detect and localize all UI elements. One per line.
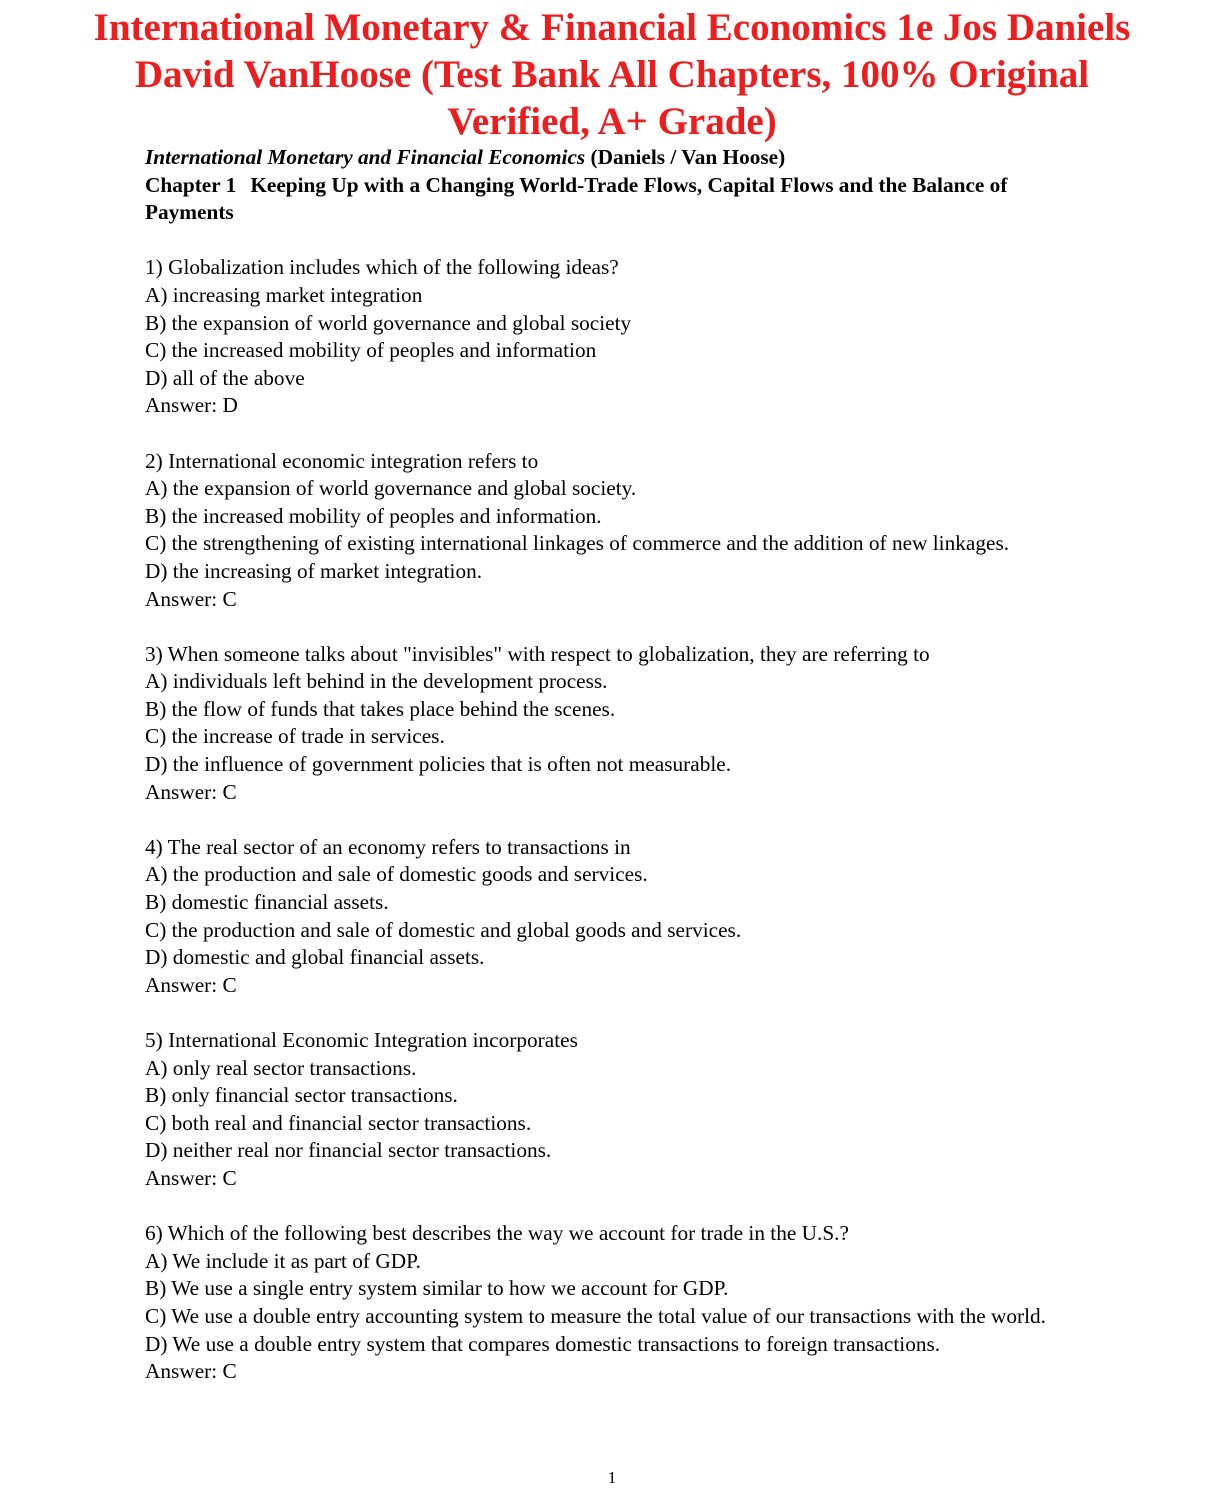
- option-a: A) the expansion of world governance and global society.: [145, 476, 637, 501]
- question-5: [145, 1027, 1075, 1193]
- answer: Answer: C: [145, 1165, 237, 1190]
- option-a: A) We include it as part of GDP.: [145, 1248, 421, 1273]
- option-d: D) the influence of government policies that is often not measurable.: [145, 752, 732, 777]
- option-c: C) the increased mobility of peoples and information: [145, 338, 597, 363]
- document-body: [145, 144, 1075, 1386]
- option-d: D) domestic and global financial assets.: [145, 945, 485, 970]
- question-stem: 3) When someone talks about "invisibles" with respect to globalization, they are referring to: [145, 641, 930, 666]
- page-number: 1: [607, 1468, 617, 1487]
- option-b: B) the increased mobility of peoples and information.: [145, 503, 602, 528]
- book-header: [145, 144, 1075, 172]
- answer: Answer: C: [145, 586, 237, 611]
- answer: Answer: D: [145, 393, 238, 418]
- chapter-number: Chapter 1: [145, 172, 237, 197]
- option-d: D) neither real nor financial sector transactions.: [145, 1138, 552, 1163]
- option-d: D) the increasing of market integration.: [145, 558, 483, 583]
- question-stem: 4) The real sector of an economy refers to transactions in: [145, 834, 631, 859]
- option-a: A) the production and sale of domestic goods and services.: [145, 862, 648, 887]
- chapter-title: Keeping Up with a Changing World-Trade Flows, Capital Flows and the Balance of Payments: [145, 172, 1008, 225]
- option-b: B) domestic financial assets.: [145, 890, 389, 915]
- option-c: C) both real and financial sector transactions.: [145, 1110, 532, 1135]
- question-6: [145, 1220, 1075, 1386]
- question-stem: 2) International economic integration refers to: [145, 448, 539, 473]
- option-c: C) the increase of trade in services.: [145, 724, 445, 749]
- option-b: B) only financial sector transactions.: [145, 1083, 458, 1108]
- option-a: A) only real sector transactions.: [145, 1055, 417, 1080]
- question-1: [145, 254, 1075, 420]
- option-a: A) increasing market integration: [145, 282, 423, 307]
- answer: Answer: C: [145, 972, 237, 997]
- question-4: [145, 834, 1075, 1000]
- answer: Answer: C: [145, 779, 237, 804]
- question-stem: 1) Globalization includes which of the following ideas?: [145, 255, 619, 280]
- book-authors: (Daniels / Van Hoose): [590, 145, 786, 169]
- option-a: A) individuals left behind in the development process.: [145, 669, 608, 694]
- chapter-heading: [145, 172, 1075, 227]
- question-2: [145, 448, 1075, 614]
- book-title: International Monetary and Financial Economics: [145, 145, 586, 169]
- answer: Answer: C: [145, 1359, 237, 1384]
- option-d: D) all of the above: [145, 365, 305, 390]
- question-stem: 5) International Economic Integration incorporates: [145, 1028, 578, 1052]
- option-b: B) the flow of funds that takes place behind the scenes.: [145, 696, 616, 721]
- option-b: B) the expansion of world governance and global society: [145, 310, 632, 335]
- option-b: B) We use a single entry system similar to how we account for GDP.: [145, 1276, 729, 1301]
- option-c: C) We use a double entry accounting system to measure the total value of our transactions with the world.: [145, 1303, 1046, 1328]
- option-c: C) the strengthening of existing international linkages of commerce and the addition of new linkages.: [145, 531, 1010, 556]
- document-banner-title: International Monetary & Financial Economics 1e Jos Daniels David VanHoose (Test Bank All Chapters, 100% Original Verified, A+ Grade): [93, 6, 1131, 143]
- option-d: D) We use a double entry system that compares domestic transactions to foreign transactions.: [145, 1331, 941, 1356]
- question-stem: 6) Which of the following best describes the way we account for trade in the U.S.?: [145, 1221, 849, 1246]
- option-c: C) the production and sale of domestic and global goods and services.: [145, 917, 742, 942]
- question-3: [145, 641, 1075, 807]
